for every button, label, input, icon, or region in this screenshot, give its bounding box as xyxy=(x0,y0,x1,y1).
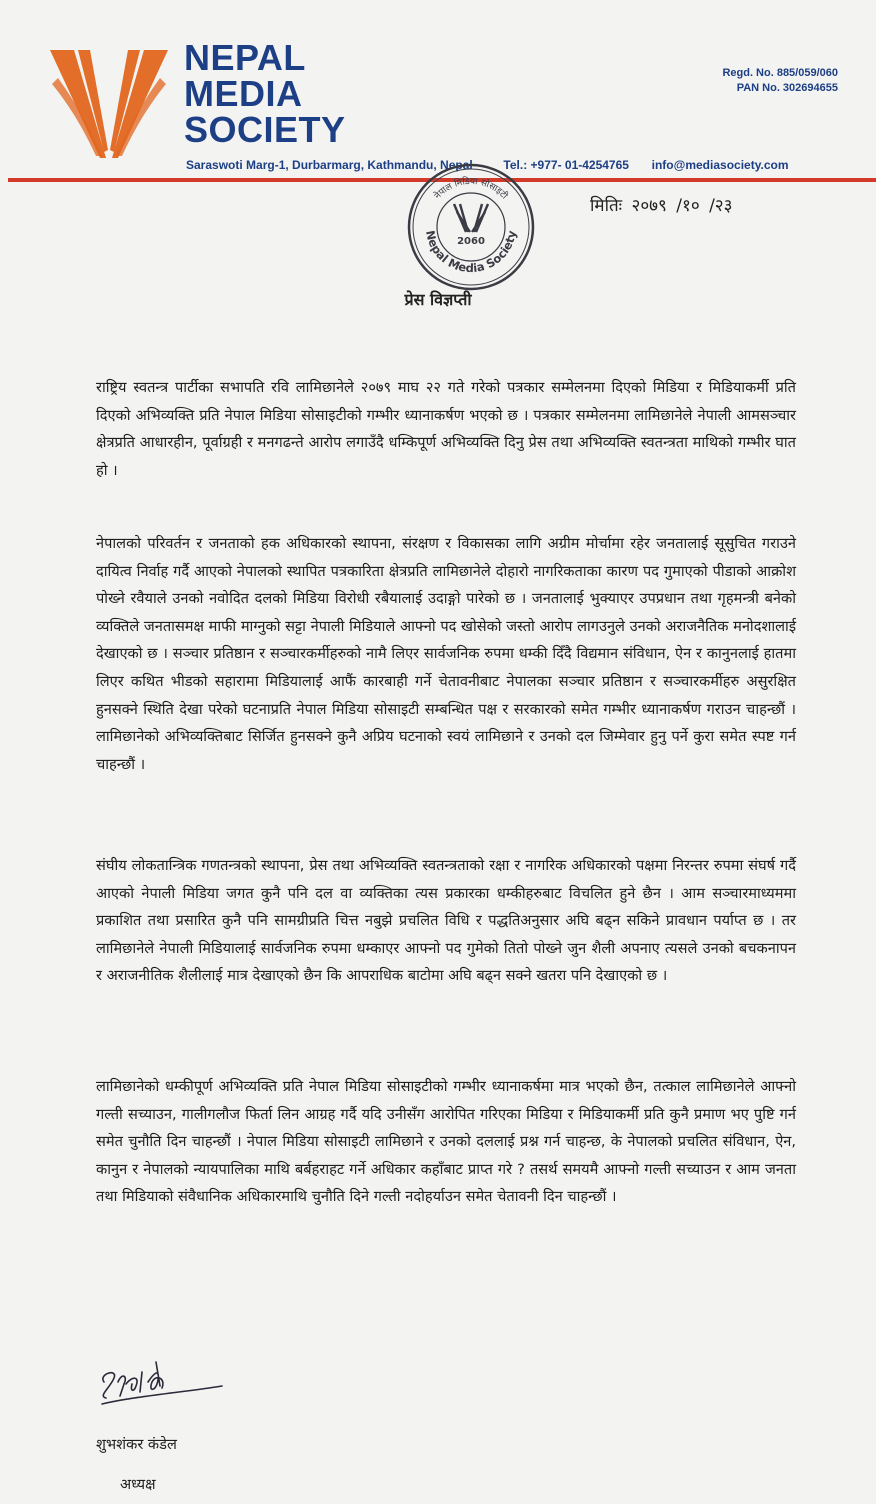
body-paragraph-3: संघीय लोकतान्त्रिक गणतन्त्रको स्थापना, प्रेस तथा अभिव्यक्ति स्वतन्त्रताको रक्षा र नागरिक अधिकारको पक्षमा निरन्तर रुपमा संघर्ष गर्दै आएको नेपाली मिडिया जगत कुनै पनि दल वा व्यक्तिका त्यस प्रकारका धम्कीहरुबाट विचलित हुने छैन । आम सञ्चारमाध्यममा प्रकाशित तथा प्रसारित कुनै पनि सामग्रीप्रति चित्त नबुझे प्रचलित विधि र पद्धतिअनुसार अघि बढ्न सकिने प्रावधान पर्याप्त छ । तर लामिछानेले नेपाली मिडियालाई सार्वजनिक रुपमा धम्काएर आफ्नो पद गुमेको तितो पोख्ने जुन शैली अपनाए त्यसले उनको बचकनापन र अराजनीतिक शैलीलाई मात्र देखाएको छैन कि आपराधिक बाटोमा अघि बढ्न सक्ने खतरा पनि देखाएको छ । xyxy=(96,857,796,985)
org-name-line-1: NEPAL xyxy=(184,37,306,78)
registration-number: Regd. No. 885/059/060 xyxy=(722,67,838,79)
handwritten-signature xyxy=(96,1352,236,1412)
org-name-line-3: SOCIETY xyxy=(184,109,346,150)
telephone: Tel.: +977- 01-4254765 xyxy=(503,158,629,172)
signer-name: शुभशंकर कंडेल xyxy=(96,1436,177,1453)
organization-name xyxy=(184,37,346,150)
document-date: मितिः २०७९ /१० /२३ xyxy=(590,196,733,216)
body-paragraph-1: राष्ट्रिय स्वतन्त्र पार्टीका सभापति रवि लामिछानेले २०७९ माघ २२ गते गरेको पत्रकार सम्मेलनमा दिएको मिडिया र मिडियाकर्मी प्रति दिएको अभिव्यक्ति प्रति नेपाल मिडिया सोसाइटीको गम्भीर ध्यानाकर्षण भएको छ । पत्रकार सम्मेलनमा लामिछानेले नेपाली आमसञ्चार क्षेत्रप्रति आधारहीन, पूर्वाग्रही र मनगढन्ते आरोप लगाउँदै धम्किपूर्ण अभिव्यक्ति दिनु प्रेस तथा अभिव्यक्ति स्वतन्त्रता माथिको गम्भीर घात हो । xyxy=(96,379,796,479)
body-paragraph-4: लामिछानेको धम्कीपूर्ण अभिव्यक्ति प्रति नेपाल मिडिया सोसाइटीको गम्भीर ध्यानाकर्षमा मात्र भएको छैन, तत्काल लामिछानेले आफ्नो गल्ती सच्याउन, गालीगलौज फिर्ता लिन आग्रह गर्दै यदि उनीसँग आरोपित गरिएका मिडिया र मिडियाकर्मी प्रति कुनै प्रमाण भए पुष्टि गर्न समेत चुनौति दिन चाहन्छौं । नेपाल मिडिया सोसाइटी लामिछाने र उनको दललाई प्रश्न गर्न चाहन्छ, के नेपालको प्रचलित संविधान, ऐन, कानुन र नेपालको न्यायपालिका माथि बर्बहराहट गर्ने अधिकार कहाँबाट प्राप्त गरे ? तसर्थ समयमै आफ्नो गल्ती सच्याउन र आम जनता तथा मिडियाको संवैधानिक अधिकारमाथि चुनौति दिने गल्ती नदोहर्याउन समेत चेतावनी दिन चाहन्छौं । xyxy=(96,1078,796,1206)
body-paragraph-2: नेपालको परिवर्तन र जनताको हक अधिकारको स्थापना, संरक्षण र विकासका लागि अग्रीम मोर्चामा रहेर जनतालाई सूसुचित गराउने दायित्व निर्वाह गर्दै आएको नेपालको स्थापित पत्रकारिता क्षेत्रप्रति लामिछानेले दोहारो नागरिकताका कारण पद गुमाएको पीडाको आक्रोश पोख्ने रवैयाले उनको नवोदित दलको मिडिया विरोधी रबैयालाई उदाङ्गो पारेको छ । जनतालाई भुक्याएर उपप्रधान तथा गृहमन्त्री बनेको व्यक्तिले जनतासमक्ष माफी माग्नुको सट्टा नेपाली मिडियाले आफ्नो पद खोसेको जस्तो आरोप लागउनुले उनको अराजनैतिक मनोदशालाई देखाएको छ । सञ्चार प्रतिष्ठान र सञ्चारकर्मीहरुको नामै लिएर सार्वजनिक रुपमा धम्की दिँदै विद्यमान संविधान, ऐन र कानुनलाई हातमा लिएर कथित भीडको सहारामा मिडियालाई आफैं कारबाही गर्ने चेतावनीबाट नेपालका सञ्चार प्रतिष्ठान र सञ्चारकर्मीहरु असुरक्षित हुनसक्ने स्थिति देखा परेको घटनाप्रति नेपाल मिडिया सोसाइटी सम्बन्धित पक्ष र सरकारको समेत गम्भीर ध्यानाकर्षण गराउन चाहन्छौं । लामिछानेको अभिव्यक्तिबाट सिर्जित हुनसक्ने कुनै अप्रिय घटनाको स्वयं लामिछाने र उनको दल जिम्मेवार हुनु पर्ने कुरा समेत स्पष्ट गर्न चाहन्छौं । xyxy=(96,535,796,773)
pan-number: PAN No. 302694655 xyxy=(736,82,838,94)
official-seal-stamp xyxy=(404,160,538,294)
registration-info xyxy=(722,66,838,96)
org-name-line-2: MEDIA xyxy=(184,73,303,114)
svg-text:नेपाल मिडिया सोसाइटी xyxy=(431,175,510,202)
seal-text: Nepal Media Society xyxy=(423,229,519,276)
document-title: प्रेस विज्ञप्ती xyxy=(404,290,472,309)
address: Saraswoti Marg-1, Durbarmarg, Kathmandu, Nepal xyxy=(186,158,473,172)
signer-title: अध्यक्ष xyxy=(120,1476,156,1493)
email-link[interactable]: info@mediasociety.com xyxy=(651,158,789,172)
organization-logo xyxy=(44,40,174,164)
seal-top-text: नेपाल मिडिया सोसाइटी xyxy=(432,176,510,202)
seal-year: 2060 xyxy=(457,236,485,247)
